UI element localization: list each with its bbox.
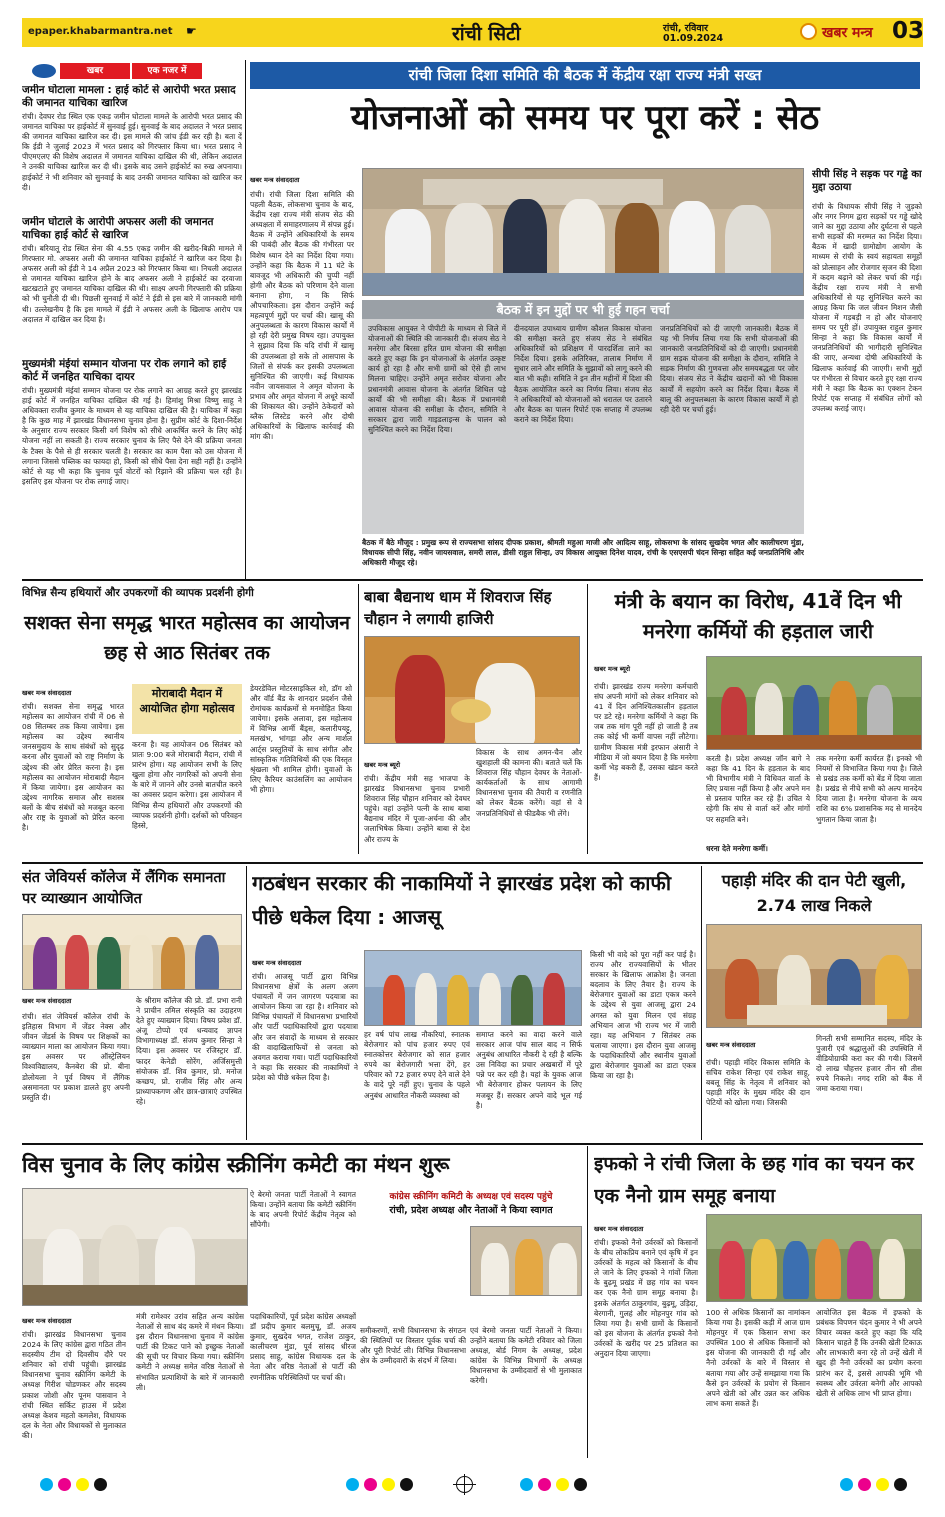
top-story-kicker xyxy=(250,62,920,89)
color-dot xyxy=(76,1478,89,1491)
brief-2-title: जमीन घोटाले के आरोपी अफसर अली की जमानत याचिका हाई कोर्ट से खारिज xyxy=(22,216,214,241)
ajsu-body-3: समाप्त करने का वादा करने वाले सरकार आज पांच साल बाद न सिर्फ अनुबंध आधारित नौकरी दे रही है बल्कि उस निविदा का प्रचार अखबारों में पूरे पन्ने पर कर रही है। यहां के युवक आज भी बेरोजगार होकर पलायन के लिए मजबूर हैं। सरकार अपने वादे भूल गई है। xyxy=(476,1030,582,1110)
issues-box-title: बैठक में इन मुद्दों पर भी हुई गहन चर्चा xyxy=(496,302,670,317)
section-title: रांची सिटी xyxy=(452,23,521,45)
issues-col-3: जनप्रतिनिधियों को दी जाएगी जानकारी। बैठक में यह भी निर्णय लिया गया कि सभी योजनाओं की जानकारी जनप्रतिनिधियों को दी जाएगी। प्रधानमंत्री ग्राम सड़क योजना की समीक्षा के दौरान, समिति ने सड़क निर्माण की गुणवत्ता और समयबद्धता पर जोर दिया। संजय सेठ ने केंद्रीय खदानों को भी विकास कार्यों में सहयोग करने का निर्देश दिया। बैठक में बालू की अनुपलब्धता के कारण विकास कार्यों में हो रही देरी पर चर्चा हुई। xyxy=(660,324,798,414)
issues-col-1: उपविकास आयुक्त ने पीपीटी के माध्यम से जिले में योजनाओं की स्थिति की जानकारी दी। संजय सेठ ने मनरेगा और बिरसा हरित ग्राम योजना की समीक्षा करते हुए कहा कि इन योजनाओं के अंतर्गत उत्कृष्ट कार्य हो रहा है और सभी ग्रामों को ऐसे ही लाभ मिलना चाहिए। उन्होंने अमृत सरोवर योजना और प्रधानमंत्री आवास योजना के अंतर्गत शिथिल पड़े कार्यों की भी समीक्षा की। बैठक में प्रधानमंत्री आवास योजना की समीक्षा के दौरान, समिति ने सरकार द्वारा जारी गाइडलाइन्स के पालन को सुनिश्चित करने का निर्देश दिया। xyxy=(368,324,506,434)
color-dot xyxy=(894,1478,907,1491)
ajsu-body-1: रांची। आजसू पार्टी द्वारा विभिन्न विधानसभा क्षेत्रों के अलग अलग पंचायतों में जन जागरण पदयात्रा का आयोजन किया जा रहा है। शनिवार को विभिन्न पंचायतों में विधानसभा प्रभारियों और पार्टी पदाधिकारियों द्वारा पदयात्रा और जन संवादों के माध्यम से सरकार की वादाखिलाफियों से जनता को अवगत कराया गया। पार्टी पदाधिकारियों ने कहा कि सरकार की नाकामियों ने प्रदेश को पीछे धकेल दिया है। xyxy=(252,972,358,1082)
mnrega-byline: खबर मन्त्र ब्यूरो xyxy=(594,665,631,673)
color-dot xyxy=(876,1478,889,1491)
iffco-body-1: रांची। इफको नैनो उर्वरकों को किसानों के बीच लोकप्रिय बनाने एवं कृषि में इन उर्वरकों के महत्व को किसानों के बीच ले जाने के लिए इफको ने गांवों जिला के बुढ़मू प्रखंड में छह गांव का चयन कर एक नैनो ग्राम समूह बनाया है। इसके अंतर्गत ठाकुरगांव, बुढ़मू, उड़िदा, बेरगानी, गुलहं और मोहनपुर गांव को लिया गया है। सभी ग्रामों के किसानों को इस योजना के अंतर्गत इफको नैनो उर्वरकों के खरीद पर 25 प्रतिशत का अनुदान दिया जाएगा। xyxy=(594,1238,698,1359)
meeting-photo xyxy=(362,168,804,296)
army-kicker: विभिन्न सैन्य हथियारों और उपकरणों की व्यापक प्रदर्शनी होगी xyxy=(22,587,254,599)
color-dot xyxy=(840,1478,853,1491)
congress-headline: विस चुनाव के लिए कांग्रेस स्क्रीनिंग कमेटी का मंथन शुरू xyxy=(22,1153,450,1177)
brand-name: खबर मन्त्र xyxy=(822,25,873,41)
color-dot xyxy=(556,1478,569,1491)
mnrega-body-2: करती है। प्रदेश अध्यक्ष जॉन बागे ने कहा कि 41 दिन के हड़ताल के बाद भी विभागीय मंत्री ने विधिवत वार्ता के लिए प्रयास नहीं किया है और अपने मन से प्रस्ताव पारित कर रहे हैं। उचित ये रहेगी कि संघ से वार्ता करें और मांगों पर सहमति बने। xyxy=(706,754,810,824)
issues-box xyxy=(362,319,804,534)
globe-icon xyxy=(32,64,56,78)
tag-ek-nazar: एक नजर में xyxy=(132,63,202,79)
congress-body-1: रांची। झारखंड विधानसभा चुनाव 2024 के लिए कांग्रेस द्वारा गठित तीन सदस्यीय टीम दो दिवसीय दौरे पर शनिवार को रांची पहुंची। झारखंड विधानसभा चुनाव स्क्रीनिंग कमेटी के अध्यक्ष गिरीश चोडणकर और सदस्य प्रकाश जोशी और पूनम पासवान ने रांची स्थित सर्किट हाउस में प्रदेश अध्यक्ष केशव महतो कमलेश, विधायक दल के नेता और विधायकों से मुलाकात की। xyxy=(22,1330,126,1440)
pahari-photo xyxy=(706,924,922,1028)
pointer-icon: ☛ xyxy=(186,24,197,38)
xaviers-byline: खबर मन्त्र संवाददाता xyxy=(22,997,72,1005)
baba-byline: खबर मन्त्र ब्यूरो xyxy=(364,761,401,769)
tag-khabar: खबर xyxy=(60,63,130,79)
masthead-url[interactable]: epaper.khabarmantra.net xyxy=(28,26,173,37)
ajsu-photo xyxy=(364,950,582,1026)
army-highlight-text: मोराबादी मैदान में आयोजित होगा महोत्सव xyxy=(139,687,235,715)
baba-body-1: रांची। केंद्रीय मंत्री सह भाजपा के झारखंड विधानसभा चुनाव प्रभारी शिवराज सिंह चौहान शनिवार को देवघर पहुंचे। वहां उन्होंने पत्नी के साथ बाबा बैद्यनाथ मंदिर में पूजा-अर्चना की और जलाभिषेक किया। उन्होंने बाबा से देश और राज्य के xyxy=(364,774,470,844)
congress-subhead-box xyxy=(360,1190,582,1222)
brief-3-body: रांची। मुख्यमंत्री मंईयां सम्मान योजना पर रोक लगाने का आग्रह करते हुए झारखंड हाई कोर्ट में जनहित याचिका दाखिल की गई है। हिमांशु मिश्रा विष्णु साहू ने अधिवक्ता राजीव कुमार के माध्यम से यह याचिका दाखिल की है। याचिका में कहा है कि कुछ माह में झारखंड विधानसभा चुनाव होना है। सुप्रीम कोर्ट के दिशा-निर्देश के अनुसार राज्य सरकार किसी वर्ग विशेष को सीधे आकर्षित करने के लिए कोई योजना नहीं ला सकती है। राज्य सरकार चुनाव के लिए पैसे देने की प्रक्रिया जनता के टैक्स के पैसे से ही सरकार चलती है। सरकार का काम पैसा को उस योजना में लगाना जिससे पब्लिक का फायदा हो, किसी को सीधे पैसा देना सही नहीं है। उन्होंने कोर्ट से यह भी कहा कि चुनाव पूर्व वोटरों को रिझाने की प्रक्रिया चल रही है। इसलिए इस योजना पर रोक लगाई जाए। xyxy=(22,386,242,486)
mnrega-body-3: तक मनरेगा कर्मी कार्यरत हैं। इनको भी नियमों से विभाजित किया गया है। जिले से प्रखंड तक कर्मी को बेंड में दिया जाता है। प्रखंड से नीचे सभी को अल्प मानदेय दिया जाता है। मनरेगा योजना के व्यय राशि का 6% प्रशासनिक मद से मानदेय भुगतान किया जाता है। xyxy=(816,754,922,824)
army-byline: खबर मन्त्र संवाददाता xyxy=(22,689,72,697)
ajsu-body-4: किसी भी वादे को पूरा नहीं कर पाई है। राज्य और राज्यवासियों के भीतर सरकार के खिलाफ आक्रोश है। जनता बदलाव के लिए तैयार है। राज्य के बेरोजगार युवाओं का डाटा एकत्र करने के उद्देश्य से युवा आजसू द्वारा 24 अगस्त को युवा मिलन एवं संग्रह अभियान आज भी राज्य भर में जारी रहा। यह अभियान 7 सितंबर तक चलाया जाएगा। इस दौरान युवा आजसू के पदाधिकारियों और स्थानीय युवाओं द्वारा बेरोजगार युवाओं का डाटा एकत्र किया जा रहा है। xyxy=(590,950,696,1081)
news-brief-tag-bar xyxy=(22,63,242,79)
army-headline: सशक्त सेना समृद्ध भारत महोत्सव का आयोजन छह से आठ सितंबर तक xyxy=(24,612,350,664)
color-dot xyxy=(58,1478,71,1491)
right-col-body: रांची के विधायक सीपी सिंह ने जुड़को और नगर निगम द्वारा सड़कों पर गड्ढे खोदे जाने का मुद्दा उठाया और दुर्घटना से पहले सभी सड़कों की मरम्मत का निर्देश दिया। बैठक में खादी ग्रामोद्योग आयोग के माध्यम से रांची के स्वयं सहायता समूहों को प्रोत्साहन और रोजगार सृजन की दिशा में कदम बढ़ाने को लेकर चर्चा की गई। केंद्रीय रक्षा राज्य मंत्री ने सभी अधिकारियों से यह सुनिश्चित करने का आग्रह किया कि जल जीवन मिशन जैसी योजना में गड़बड़ी न हो और योजनाएं समय पर पूरी हों। उपायुक्त राहुल कुमार सिन्हा ने कहा कि विकास कार्यों में जनप्रतिनिधियों की भागीदारी सुनिश्चित की जाए, अन्यथा दोषी अधिकारियों के खिलाफ कार्रवाई की जाएगी। सभी मुद्दों पर गंभीरता से विचार करते हुए रक्षा राज्य मंत्री ने कहा कि बैठक का एक्शन टेकन रिपोर्ट एक सप्ताह में संबंधित लोगों को उपलब्ध कराई जाए। xyxy=(812,202,922,413)
army-body-1: रांची। सशक्त सेना समृद्ध भारत महोत्सव का आयोजन रांची में 06 से 08 सितम्बर तक किया जायेगा। इस महोत्सव का उद्देश्य स्थानीय जनसमुदाय के साथ संबंधों को सुदृढ़ करना और युवाओं को राष्ट्र निर्माण के उद्देश्य की ओर प्रेरित करना है। इस महोत्सव का आयोजन मोराबादी मैदान में किया जायेगा। इस आयोजन का उद्देश्य नागरिक समाज और सशस्त्र बलों के बीच संबंधों को मजबूत करना और राष्ट्र के युवाओं को प्रेरित करना है। xyxy=(22,702,124,833)
brand-logo-icon xyxy=(800,23,817,40)
masthead-city-day: रांची, रविवार xyxy=(663,23,709,34)
baba-photo xyxy=(364,636,580,744)
section-rule-1 xyxy=(22,579,923,581)
column-divider-6 xyxy=(587,1146,588,1458)
iffco-headline: इफको ने रांची जिला के छह गांव का चयन कर एक नैनो ग्राम समूह बनाया xyxy=(594,1153,914,1207)
baba-headline: बाबा बैद्यनाथ धाम में शिवराज सिंह चौहान ने लगायी हाजिरी xyxy=(364,588,552,628)
page-number: 03 xyxy=(892,18,925,44)
congress-sub-2: रांची, प्रदेश अध्यक्ष और नेताओं ने किया स्वागत xyxy=(389,1205,553,1216)
congress-body-2: मंत्री रामेश्वर उरांव सहित अन्य कांग्रेस नेताओं से साथ बंद कमरे में मंथन किया। इस दौरान विधानसभा चुनाव में कांग्रेस पार्टी की टिकट पाने को इच्छुक नेताओं की सूची पर विचार किया गया। स्क्रीनिंग कमेटी ने अध्यक्ष समेत वरिष्ठ नेताओं से संभावित प्रत्याशियों के बारे में जानकारी ली। xyxy=(136,1312,244,1392)
xaviers-headline: संत जेवियर्स कॉलेज में लैंगिक समानता पर व्याख्यान आयोजित xyxy=(22,870,226,907)
pahari-body-1: रांची। पहाड़ी मंदिर विकास समिति के सचिव राकेश सिन्हा एवं राकेश साहू, बबलू सिंह के नेतृत्व में शनिवार को पहाड़ी मंदिर के मुख्य मंदिर की दान पेटियों को खोला गया। जिसकी xyxy=(706,1058,810,1108)
mnrega-caption: धरना देते मनरेगा कर्मी। xyxy=(706,844,768,853)
xaviers-photo xyxy=(22,914,242,990)
color-dot xyxy=(858,1478,871,1491)
iffco-photo xyxy=(706,1214,922,1302)
brief-3-title: मुख्यमंत्री मंईयां सम्मान योजना पर रोक लगाने को हाई कोर्ट में जनहित याचिका दायर xyxy=(22,358,227,383)
pahari-byline: खबर मन्त्र संवाददाता xyxy=(706,1041,756,1049)
color-dot xyxy=(382,1478,395,1491)
congress-body-6: ऐ बेरमो जनता पार्टी नेताओं ने स्वागत किया। उन्होंने बताया कि कमेटी स्क्रीनिंग के बाद अपनी रिपोर्ट केंद्रीय नेतृत्व को सौंपेगी। xyxy=(250,1190,356,1230)
xaviers-body-1: रांची। संत जेवियर्स कॉलेज रांची के इतिहास विभाग में जेंडर नेक्स और जीवन जेंडर्स के विषय पर शिक्षकों का व्याख्यान माला का आयोजन किया गया। इस अवसर पर ऑस्ट्रेलियन विश्वविद्यालय, कैनबेरा की प्रो. बीना डोलोयला ने पूर्व विषय में लैंगिक असमानता पर प्रकाश डालते हुए अपनी प्रस्तुति दी। xyxy=(22,1012,130,1102)
masthead-date: 01.09.2024 xyxy=(663,33,724,44)
army-highlight-box xyxy=(132,684,242,734)
footer-color-marks xyxy=(22,1474,923,1496)
color-dot xyxy=(346,1478,359,1491)
congress-byline: खबर मन्त्र संवाददाता xyxy=(22,1317,72,1325)
xaviers-body-2: के श्रीराम कॉलेज की प्रो. डॉ. प्रभा रानी ने प्राचीन तमिल संस्कृति का उदाहरण देते हुए व्याख्यान दिया। विषय प्रवेश डॉ. अंजू टोप्पो एवं धन्यवाद ज्ञापन विभागाध्यक्ष डॉ. संजय कुमार सिन्हा ने दिया। इस अवसर पर रजिस्ट्रार डॉ. फादर केनेडी सोरेंग, अर्जिसमुत्ती संयोजक डॉ. शिव कुमार, प्रो. मनोज कच्छप, प्रो. राजीव सिंह और अन्य प्राध्यापकगण और छात्र-छात्राएं उपस्थित रहे। xyxy=(136,996,242,1106)
baba-body-2: विकास के साथ अमन-चैन और खुशहाली की कामना की। बताते चलें कि शिवराज सिंह चौहान देवघर के नेताओं-कार्यकर्ताओं के साथ आगामी विधानसभा चुनाव की तैयारी व रणनीति को लेकर बैठक करेंगे। वहां से वे जनप्रतिनिधियों से फीडबैक भी लेंगे। xyxy=(476,748,582,818)
ajsu-headline: गठबंधन सरकार की नाकामियों ने झारखंड प्रदेश को काफी पीछे धकेल दिया : आजसू xyxy=(252,871,672,929)
mnrega-body-1: रांची। झारखंड राज्य मनरेगा कर्मचारी संघ अपनी मांगों को लेकर शनिवार को 41 वें दिन अनिश्चितकालीन हड़ताल पर डटे रहे। मनरेगा कर्मियों ने कहा कि जब तक मांग पूरी नहीं हो जाती है तब तक कोई भी कर्मी वापस नहीं लौटेगा। ग्रामीण विकास मंत्री इरफान अंसारी ने मीडिया में जो बयान दिया है कि मनरेगा कर्मी भेड़ बकरी हैं, उसका खंडन करते हैं। xyxy=(594,682,698,782)
column-divider-4 xyxy=(246,866,247,1140)
brief-1-title: जमीन घोटाला मामला : हाई कोर्ट से आरोपी भरत प्रसाद की जमानत याचिका खारिज xyxy=(22,84,236,109)
brief-2-body: रांची। बरियातू रोड स्थित सेना की 4.55 एकड़ जमीन की खरीद-बिक्री मामले में गिरफ्तार मो. अफसर अली की जमानत याचिका हाईकोर्ट ने खारिज कर दिया है। अफसर अली को ईडी ने 14 अप्रैल 2023 को गिरफ्तार किया था। निचली अदालत से जमानत याचिका खारिज होने के बाद अफसर अली ने हाईकोर्ट का दरवाजा खटखटाते हुए जमानत याचिका दाखिल की थी। साक्ष्य अपनी गिरफ्तारी की प्रक्रिया को भी चुनौती दी थी। पिछली सुनवाई में कोर्ट ने ईडी से इस बारे में जानकारी मांगी थी। उल्लेखनीय है कि इस मामले में ईडी ने अफसर अली के खिलाफ आरोप पत्र अदालत में दाखिल कर दिया है। xyxy=(22,244,242,324)
top-story-photo-caption: बैठक में बैठे मौजूद : प्रमुख रूप से राज्यसभा सांसद दीपक प्रकाश, श्रीमती महुआ माजी और आदित्य साहू, लोकसभा के सांसद सुखदेव भगत और कालीचरण मुंडा, विधायक सीपी सिंह, नवीन जायसवाल, समरी लाल, डीसी राहुल सिन्हा, उप विकास आयुक्त दिनेश यादव, रांची के एसएसपी चंदन सिन्हा सहित कई जनप्रतिनिधि और अधिकारी मौजूद रहे। xyxy=(362,538,804,568)
color-dot xyxy=(520,1478,533,1491)
color-dot xyxy=(40,1478,53,1491)
iffco-byline: खबर मन्त्र संवाददाता xyxy=(594,1225,644,1233)
congress-body-4: समीकरणों, सभी विधानसभा के संगठन की स्थितियों पर विस्तार पूर्वक चर्चा की और पूरी रिपोर्ट ली। विभिन्न विधानसभा क्षेत्र के उम्मीदवारों के संदर्भ में लिया। xyxy=(360,1326,466,1366)
iffco-body-2: 100 से अधिक किसानों का नामांकन किया गया है। इसकी कड़ी में आज ग्राम मोहनपुर में एक किसान सभा कर उपस्थित 100 से अधिक किसानों को इस योजना की जानकारी दी गई और नैनो उर्वरकों के बारे में विस्तार से बताया गया और उन्हें समझाया गया कि कैसे इन उर्वरकों के प्रयोग से किसान अपने खेती को और उन्नत कर अधिक लाभ कमा सकते हैं। xyxy=(706,1308,810,1408)
color-dot xyxy=(94,1478,107,1491)
top-story-body: रांची। रांची जिला दिशा समिति की पहली बैठक, लोकसभा चुनाव के बाद, केंद्रीय रक्षा राज्य मंत्री संजय सेठ की अध्यक्षता में समाहरणालय में संपन्न हुई। बैठक में उन्होंने अधिकारियों के समय की पाबंदी और बैठक की गंभीरता पर विशेष ध्यान देने का निर्देश दिया गया। उन्होंने कहा कि बैठक में 11 घंटे के बावजूद भी अधिकारी की चुप्पी नहीं होगी और बैठक को परिणाम देने वाला बनाना होगा, न कि सिर्फ औपचारिकता। इस दौरान उन्होंने कई महत्वपूर्ण मुद्दों पर चर्चा की। खासू की अनुपलब्धता के कारण विकास कार्यों में हो रही देरी प्रमुख विषय रहा। उपायुक्त ने सुझाव दिया कि यदि रांची में खासू की उपलब्धता हो सके तो आसपास के जिलों से संपर्क कर इसकी उपलब्धता सुनिश्चित की जाएगी। कई विधायक नवीन जायसवाल ने अमृत योजना के प्रभाव और अमृत योजना में अधूरे कार्यों की शिकायत की। उन्होंने ठेकेदारों को ब्लैक लिस्टेड करने और दोषी अधिकारियों के खिलाफ कार्रवाई की मांग की। xyxy=(250,190,354,442)
iffco-body-3: आयोजित इस बैठक में इफको के प्रबंधक विपणन चंदन कुमार ने भी अपने विचार व्यक्त करते हुए कहा कि यदि किसान चाहते हैं कि उनकी खेती टिकाऊ और लाभकारी बना रहे तो उन्हें खेती में खुद ही नैनो उर्वरकों का प्रयोग करना प्रारंभ कर दें, इससे आपकी भूमि भी स्वस्थ्य और उर्वरता बनेगी और आपको खेती से अधिक लाभ भी प्राप्त होगा। xyxy=(816,1308,922,1398)
pahari-body-2: गिनती सभी सम्मानित सदस्य, मंदिर के पुजारी एवं श्रद्धालुओं की उपस्थिति में वीडियोग्राफी करा कर की गयी। जिसमें दो लाख चौहत्तर हजार तीन सौ तीस रुपये निकले। नगद राशि को बैंक में जमा कराया गया। xyxy=(816,1034,922,1094)
color-dot xyxy=(364,1478,377,1491)
top-story-headline: योजनाओं को समय पर पूरा करें : सेठ xyxy=(350,98,820,138)
section-rule-2 xyxy=(22,862,923,864)
column-divider-3 xyxy=(587,584,588,854)
top-story-byline: खबर मन्त्र संवाददाता xyxy=(250,176,300,184)
issues-box-title-bar xyxy=(362,300,804,319)
pahari-headline: पहाड़ी मंदिर की दान पेटी खुली, 2.74 लाख निकले xyxy=(721,871,907,915)
army-body-2: करना है। यह आयोजन 06 सितंबर को प्रातः 9:00 बजे मोराबादी मैदान, रांची में प्रारंभ होगा। यह आयोजन सभी के लिए खुला होगा और नागरिकों को अपनी सेना के बारे में जानने और उनसे बातचीत करने का अवसर प्रदान करेगा। इस आयोजन में विभिन्न सैन्य हथियारों और उपकरणों की व्यापक प्रदर्शनी होगी। दर्शकों को परिवहन हिस्से, xyxy=(132,740,242,830)
mnrega-headline: मंत्री के बयान का विरोध, 41वें दिन भी मनरेगा कर्मियों की हड़ताल जारी xyxy=(614,589,902,643)
ajsu-byline: खबर मन्त्र संवाददाता xyxy=(252,959,302,967)
masthead xyxy=(22,18,923,47)
issues-col-2: दीनदयाल उपाध्याय ग्रामीण कौशल विकास योजना की समीक्षा करते हुए संजय सेठ ने संबंधित अधिकारियों को प्रशिक्षण में पारदर्शिता लाने का निर्देश दिया। इसके अतिरिक्त, तालाब निर्माण में सुधार लाने और समिति के सुझावों को लागू करने की बात भी कही। समिति ने इन तीन महीनों में दिशा की बैठक आयोजित करने का निर्णय लिया। संजय सेठ ने अधिकारियों को योजनाओं को धरातल पर उतारने और बैठक का पालन रिपोर्ट एक सप्ताह में उपलब्ध कराने का निर्देश दिया। xyxy=(514,324,652,424)
color-dot xyxy=(538,1478,551,1491)
congress-photo-1 xyxy=(22,1188,248,1306)
mnrega-photo xyxy=(706,656,922,750)
right-col-title: सीपी सिंह ने सड़क पर गड्ढे का मुद्दा उठाया xyxy=(812,169,922,193)
congress-body-5: एवं बेरमो जनता पार्टी नेताओं ने किया। उन्होंने बताया कि कमेटी रविवार को जिला अध्यक्ष, बोर्ड निगम के अध्यक्ष, प्रदेश कांग्रेस के विभिन्न विभागों के अध्यक्ष विधानसभा के उम्मीदवारों से भी मुलाकात करेगी। xyxy=(470,1326,582,1386)
column-divider xyxy=(245,60,246,580)
top-story-kicker-text: रांची जिला दिशा समिति की बैठक में केंद्रीय रक्षा राज्य मंत्री सख्त xyxy=(408,66,762,84)
section-rule-3 xyxy=(22,1143,923,1145)
congress-sub-1: कांग्रेस स्क्रीनिंग कमिटी के अध्यक्ष एवं सदस्य पहुंचे xyxy=(389,1192,553,1202)
brief-1-body: रांची। देवघर रोड स्थित एक एकड़ जमीन घोटाला मामले के आरोपी भरत प्रसाद की जमानत याचिका पर हाईकोर्ट में सुनवाई हुई। सुनवाई के बाद अदालत ने भरत प्रसाद की जमानत याचिका खारिज कर दी। इस मामले की जांच ईडी कर रही है। बता दें कि ईडी ने जुलाई 2023 में भरत प्रसाद को गिरफ्तार किया था। भरत प्रसाद ने पीएमएलए की विशेष अदालत में जमानत याचिका दाखिल की थी, लेकिन अदालत ने उनकी याचिका खारिज कर दी थी। इसके बाद उसने हाईकोर्ट का रुख अपनाया। हाईकोर्ट ने भी शनिवार को सुनवाई के बाद उनकी जमानत याचिका को खारिज कर दी। xyxy=(22,112,242,192)
color-dot xyxy=(574,1478,587,1491)
color-dot xyxy=(400,1478,413,1491)
column-divider-5 xyxy=(701,866,702,1140)
column-divider-2 xyxy=(358,584,359,854)
congress-photo-2 xyxy=(470,1226,582,1296)
ajsu-body-2: हर वर्ष पांच लाख नौकरियां, स्नातक बेरोजगार को पांच हजार रुपए एवं स्नातकोत्तर बेरोजगार को सात हजार रुपये का बेरोजगारी भत्ता देंगे, हर परिवार को 72 हजार रुपए देने वाले देने के वादे पूरे नहीं हुए। चुनाव के पहले अनुबंध आधारित नौकरी व्यवस्था को xyxy=(364,1030,470,1100)
army-body-3: डेयरडेविल मोटरसाइकिल शो, डॉग शो और वॉर्ड बैंड के शानदार प्रदर्शन जैसे रोमांचक कार्यक्रमों से मनमोहित किया जायेगा। इसके अलावा, इस महोत्सव में विभिन्न आर्मी बैंड्स, कलारीपयट्टू, मलखंभ, भांगड़ा और अन्य मार्शल आर्ट्स प्रस्तुतियों के साथ संगीत और सांस्कृतिक गतिविधियों की एक विस्तृत श्रृंखला भी शामिल होगी। युवाओं के लिए कैरियर काउंसलिंग का आयोजन भी होगा। xyxy=(250,684,352,794)
congress-body-3: पदाधिकारियों, पूर्व प्रदेश कांग्रेस अध्यक्षों डॉ प्रदीप कुमार बलमुचू, डॉ. अजय कुमार, सुखदेव भगत, राजेश ठाकुर, कालीचरण मुंडा, पूर्व सांसद धीरज प्रसाद साहू, कांग्रेस विधायक दल के नेता और वरिष्ठ नेताओं से पार्टी की रणनीतिक परिस्थितियों पर चर्चा की। xyxy=(250,1312,356,1382)
